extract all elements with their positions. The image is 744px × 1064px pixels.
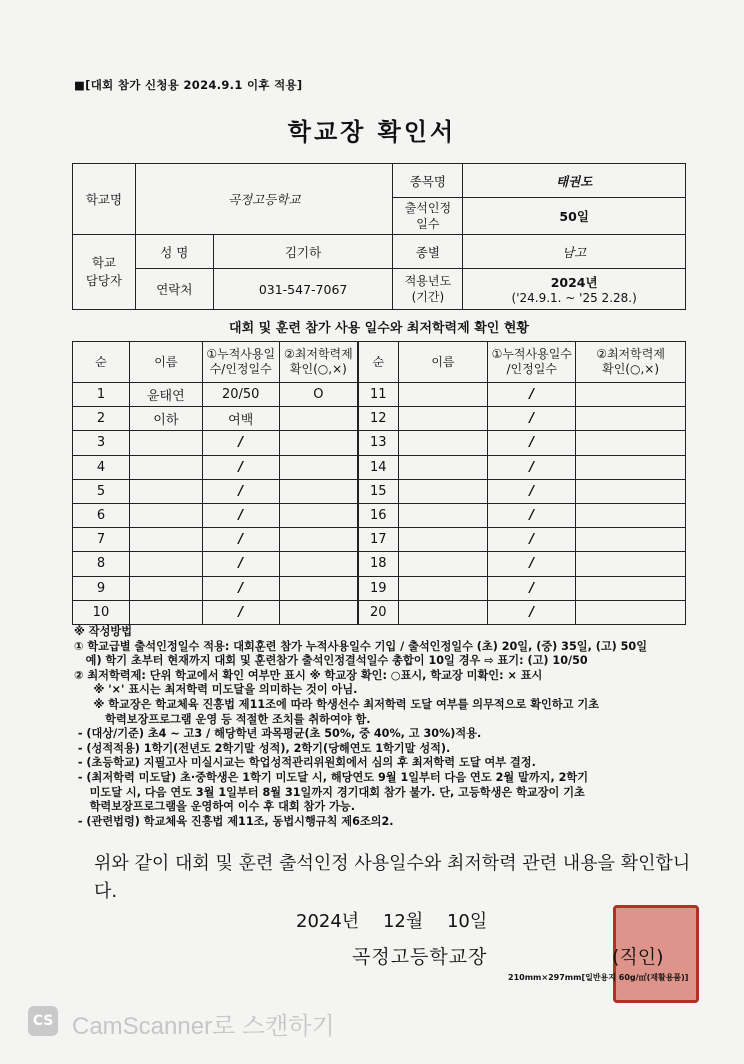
event-value: 태권도 bbox=[463, 164, 686, 198]
student-name: 이하 bbox=[129, 407, 202, 431]
row-number: 10 bbox=[73, 600, 130, 624]
event-label: 종목명 bbox=[393, 164, 463, 198]
usage-days-2: / bbox=[488, 407, 576, 431]
manager-label: 학교 담당자 bbox=[73, 235, 136, 310]
info-table bbox=[72, 163, 686, 310]
instruction-line: - (초등학교) 지필고사 미실시교는 학업성적관리위원회에서 심의 후 최저학력 도달 여부 결정. bbox=[74, 756, 536, 770]
principal-title: 곡정고등학교장 bbox=[352, 946, 488, 968]
usage-days: 20/50 bbox=[202, 383, 279, 407]
row-number-2: 15 bbox=[358, 479, 398, 503]
academic-check-2 bbox=[576, 455, 686, 479]
usage-days: / bbox=[202, 576, 279, 600]
header-usage: ①누적사용일 수/인정일수 bbox=[202, 342, 279, 383]
student-name-2 bbox=[398, 528, 488, 552]
instruction-line: 학력보장프로그램을 운영하여 이수 후 대회 참가 가능. bbox=[74, 800, 355, 814]
usage-days-2: / bbox=[488, 431, 576, 455]
row-number-2: 12 bbox=[358, 407, 398, 431]
academic-check-2 bbox=[576, 383, 686, 407]
academic-check bbox=[279, 431, 358, 455]
row-number-2: 13 bbox=[358, 431, 398, 455]
academic-check-2 bbox=[576, 576, 686, 600]
student-name bbox=[129, 600, 202, 624]
school-value: 곡정고등학교 bbox=[135, 164, 393, 235]
camscanner-watermark: CamScanner로 스캔하기 bbox=[72, 1013, 335, 1040]
instruction-line: 학력보장프로그램 운영 등 적절한 조치를 취하여야 함. bbox=[74, 712, 371, 726]
academic-check bbox=[279, 600, 358, 624]
header-usage-2: ①누적사용일수 /인정일수 bbox=[488, 342, 576, 383]
confirmation-text: 위와 같이 대회 및 훈련 출석인정 사용일수와 최저학력 관련 내용을 확인합니다. bbox=[94, 853, 691, 902]
usage-days-2: / bbox=[488, 383, 576, 407]
school-label: 학교명 bbox=[73, 164, 136, 235]
student-name bbox=[129, 528, 202, 552]
academic-check-2 bbox=[576, 479, 686, 503]
table-row bbox=[73, 431, 686, 455]
attend-label: 출석인정 일수 bbox=[393, 198, 463, 235]
usage-days: / bbox=[202, 528, 279, 552]
row-number-2: 17 bbox=[358, 528, 398, 552]
row-number-2: 11 bbox=[358, 383, 398, 407]
academic-check-2 bbox=[576, 552, 686, 576]
row-number-2: 20 bbox=[358, 600, 398, 624]
usage-days: / bbox=[202, 479, 279, 503]
header-num-2: 순 bbox=[358, 342, 398, 383]
student-name-2 bbox=[398, 479, 488, 503]
header-name: 이름 bbox=[129, 342, 202, 383]
table-row bbox=[73, 455, 686, 479]
table-row bbox=[73, 600, 686, 624]
document-title: 학교장 확인서 bbox=[287, 118, 457, 146]
usage-days-2: / bbox=[488, 576, 576, 600]
table-row bbox=[73, 528, 686, 552]
usage-days: / bbox=[202, 600, 279, 624]
academic-check bbox=[279, 552, 358, 576]
student-name bbox=[129, 431, 202, 455]
student-name bbox=[129, 503, 202, 527]
student-name bbox=[129, 552, 202, 576]
instruction-line: ※ '×' 표시는 최저학력 미도달을 의미하는 것이 아님. bbox=[74, 683, 358, 697]
row-number: 9 bbox=[73, 576, 130, 600]
academic-check bbox=[279, 503, 358, 527]
student-name bbox=[129, 455, 202, 479]
header-check: ②최저학력제 확인(○,×) bbox=[279, 342, 358, 383]
student-name-2 bbox=[398, 600, 488, 624]
row-number-2: 19 bbox=[358, 576, 398, 600]
seal-label: (직인) bbox=[612, 946, 664, 968]
row-number-2: 18 bbox=[358, 552, 398, 576]
instruction-line: - (최저학력 미도달) 초·중학생은 1학기 미도달 시, 해당연도 9월 1일부터 다음 연도 2월 말까지, 2학기 bbox=[74, 770, 589, 784]
usage-days: / bbox=[202, 431, 279, 455]
academic-check: O bbox=[279, 383, 358, 407]
date-year: 2024년 bbox=[296, 911, 360, 932]
academic-check-2 bbox=[576, 600, 686, 624]
usage-days-2: / bbox=[488, 528, 576, 552]
academic-check-2 bbox=[576, 528, 686, 552]
contact-label: 연락처 bbox=[135, 269, 213, 310]
academic-check-2 bbox=[576, 431, 686, 455]
usage-table-body bbox=[73, 383, 686, 625]
usage-days-2: / bbox=[488, 503, 576, 527]
usage-days-2: / bbox=[488, 552, 576, 576]
table-row bbox=[73, 407, 686, 431]
academic-check-2 bbox=[576, 503, 686, 527]
student-name-2 bbox=[398, 455, 488, 479]
instruction-line: ① 학교급별 출석인정일수 적용: 대회훈련 참가 누적사용일수 기입 / 출석인정일수 (초) 20일, (중) 35일, (고) 50일 bbox=[74, 639, 648, 653]
row-number: 7 bbox=[73, 528, 130, 552]
gender-label: 종별 bbox=[393, 235, 463, 269]
header-check-2: ②최저학력제 확인(○,×) bbox=[576, 342, 686, 383]
name-label: 성 명 bbox=[135, 235, 213, 269]
usage-table bbox=[72, 341, 686, 625]
gender-value: 남고 bbox=[463, 235, 686, 269]
camscanner-icon: CS bbox=[28, 1006, 58, 1036]
usage-days: / bbox=[202, 455, 279, 479]
usage-days-2: / bbox=[488, 455, 576, 479]
row-number: 1 bbox=[73, 383, 130, 407]
instruction-line: - (대상/기준) 초4 ~ 고3 / 해당학년 과목평균(초 50%, 중 40%, 고 30%)적용. bbox=[74, 727, 482, 741]
row-number-2: 14 bbox=[358, 455, 398, 479]
academic-check bbox=[279, 528, 358, 552]
instruction-line: - (성적적용) 1학기(전년도 2학기말 성적), 2학기(당해연도 1학기말 성적). bbox=[74, 741, 451, 755]
usage-days: / bbox=[202, 503, 279, 527]
paper-spec: 210mm×297mm[일반용지 60g/㎡(재활용품)] bbox=[508, 973, 689, 982]
issue-date bbox=[296, 907, 487, 933]
student-name bbox=[129, 479, 202, 503]
row-number: 2 bbox=[73, 407, 130, 431]
table-row bbox=[73, 576, 686, 600]
row-number: 3 bbox=[73, 431, 130, 455]
academic-check-2 bbox=[576, 407, 686, 431]
academic-check bbox=[279, 479, 358, 503]
instruction-line: ※ 작성방법 bbox=[74, 625, 132, 638]
instruction-line: - (관련법령) 학교체육 진흥법 제11조, 동법시행규칙 제6조의2. bbox=[74, 814, 394, 828]
header-note: ■[대회 참가 신청용 2024.9.1 이후 적용] bbox=[74, 78, 303, 92]
instruction-line: ② 최저학력제: 단위 학교에서 확인 여부만 표시 ※ 학교장 확인: ○표시, 학교장 미확인: × 표시 bbox=[74, 668, 543, 682]
student-name-2 bbox=[398, 576, 488, 600]
usage-days: / bbox=[202, 552, 279, 576]
instructions bbox=[74, 625, 694, 829]
table-row bbox=[73, 383, 686, 407]
contact-value: 031-547-7067 bbox=[213, 269, 393, 310]
row-number: 8 bbox=[73, 552, 130, 576]
student-name-2 bbox=[398, 431, 488, 455]
instruction-line: 예) 학기 초부터 현재까지 대회 및 훈련참가 출석인정결석일수 총합이 10일 경우 ⇨ 표기: (고) 10/50 bbox=[74, 654, 588, 668]
period-value: ('24.9.1. ~ '25 2.28.) bbox=[511, 291, 637, 305]
instruction-line: ※ 학교장은 학교체육 진흥법 제11조에 따라 학생선수 최저학력 도달 여부를 의무적으로 확인하고 기초 bbox=[74, 697, 599, 711]
student-name-2 bbox=[398, 407, 488, 431]
usage-days-2: / bbox=[488, 479, 576, 503]
student-name: 윤태연 bbox=[129, 383, 202, 407]
student-name-2 bbox=[398, 503, 488, 527]
row-number-2: 16 bbox=[358, 503, 398, 527]
instruction-line: 미도달 시, 다음 연도 3월 1일부터 8월 31일까지 경기대회 참가 불가. 단, 고등학생은 학교장이 기초 bbox=[74, 785, 585, 799]
row-number: 4 bbox=[73, 455, 130, 479]
academic-check bbox=[279, 407, 358, 431]
date-month: 12월 bbox=[382, 911, 424, 932]
row-number: 5 bbox=[73, 479, 130, 503]
table-row bbox=[73, 479, 686, 503]
year-label: 적용년도 (기간) bbox=[393, 269, 463, 310]
header-num: 순 bbox=[73, 342, 130, 383]
year-value: 2024년 bbox=[550, 275, 598, 290]
name-value: 김기하 bbox=[213, 235, 393, 269]
year-cell bbox=[463, 269, 686, 310]
student-name bbox=[129, 576, 202, 600]
row-number: 6 bbox=[73, 503, 130, 527]
table-row bbox=[73, 503, 686, 527]
header-name-2: 이름 bbox=[398, 342, 488, 383]
usage-days-2: / bbox=[488, 600, 576, 624]
academic-check bbox=[279, 576, 358, 600]
student-name-2 bbox=[398, 383, 488, 407]
date-day: 10일 bbox=[446, 911, 488, 932]
student-name-2 bbox=[398, 552, 488, 576]
academic-check bbox=[279, 455, 358, 479]
attend-value: 50일 bbox=[463, 198, 686, 235]
table-caption: 대회 및 훈련 참가 사용 일수와 최저학력제 확인 현황 bbox=[229, 321, 529, 336]
usage-days: 여백 bbox=[202, 407, 279, 431]
table-row bbox=[73, 552, 686, 576]
